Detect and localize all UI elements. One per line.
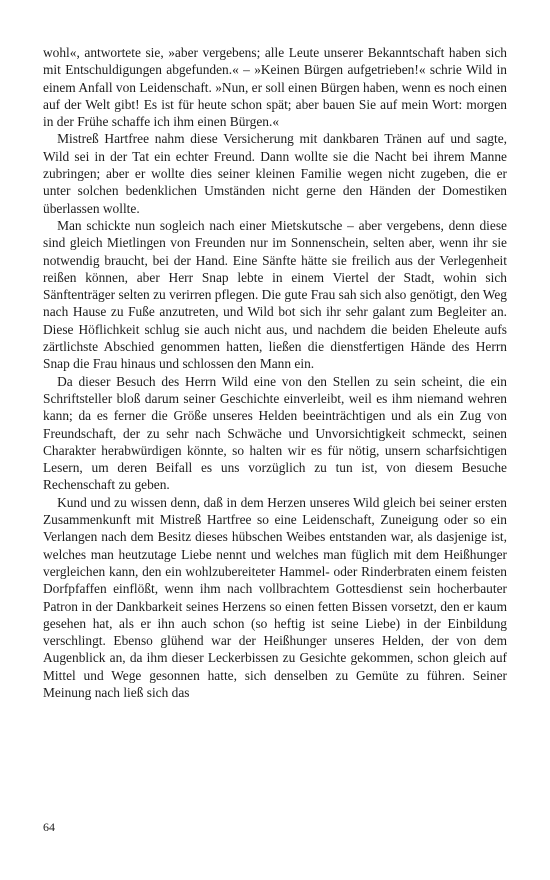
body-text (43, 44, 507, 701)
page-number: 64 (43, 820, 55, 834)
paragraph: wohl«, antwortete sie, »aber vergebens; alle Leute unserer Bekanntschaft haben sich mit Entschuldigungen abgefunden.« – »Keinen Bürgen aufgetrieben!« schrie Wild in einem Anfall von Leidenschaft. »Nun, er soll einen Bürgen haben, wenn es noch einen auf der Welt gibt! Es ist für heute schon spät; aber bauen Sie auf mein Wort: morgen in der Frühe schaffe ich ihm einen Bürgen.« (43, 45, 507, 130)
paragraph: Da dieser Besuch des Herrn Wild eine von den Stellen zu sein scheint, die ein Schriftsteller bloß darum seiner Geschichte einverleibt, weil es ihm niemand wehren kann; da es ferner die Größe unseres Helden beeinträchtigen und als ein Zug von Freundschaft, der zu sehr nach Schwäche und Unvorsichtigkeit schmeckt, seinen Charakter herabwürdigen könnte, so halten wir es für nötig, unsern scharfsichtigen Lesern, um deren Beifall es uns vorzüglich zu tun ist, von diesem Besuche Rechenschaft zu geben. (43, 373, 507, 493)
paragraph: Mistreß Hartfree nahm diese Versicherung mit dankbaren Tränen auf und sagte, Wild sei in der Tat ein echter Freund. Dann wollte sie die Nacht bei ihrem Manne zubringen; aber er wollte dies seiner kleinen Familie wegen nicht zugeben, die er unter solchen bedenklichen Umständen nicht gerne den Händen der Domestiken überlassen wollte. (43, 131, 507, 216)
paragraph: Man schickte nun sogleich nach einer Mietskutsche – aber vergebens, denn diese sind gleich Mietlingen von Freunden nur im Sonnenschein, selten aber, wenn ihr sie notwendig braucht, bei der Hand. Eine Sänfte hätte sie freilich aus der Verlegenheit reißen können, aber Herr Snap lebte in einem Viertel der Stadt, wohin sich Sänftenträger selten zu verirren pflegen. Die gute Frau sah sich also genötigt, den Weg nach Hause zu Fuße anzutreten, und Wild bot sich ihr sehr galant zum Begleiter an. Diese Höflichkeit schlug sie auch nicht aus, und nachdem die beiden Eheleute aufs zärtlichste Abschied genommen hatten, ließen die dienstfertigen Hände des Herrn Snap die Frau hinaus und schlossen den Mann ein. (43, 217, 507, 372)
paragraph: Kund und zu wissen denn, daß in dem Herzen unseres Wild gleich bei seiner ersten Zusammenkunft mit Mistreß Hartfree so eine Leidenschaft, Zuneigung oder so ein Verlangen nach dem Besitz dieses hübschen Weibes entstanden war, als dasjenige ist, welches man heutzutage Liebe nennt und welches man füglich mit dem Heißhunger vergleichen kann, den ein wohlzubereiteter Hammel- oder Rinderbraten einem feisten Dorfpfaffen einflößt, wenn ihm nach vollbrachtem Gottesdienst sein hocherbauter Patron in der Dankbarkeit seines Herzens so einen fetten Bissen vorsetzt, den er kaum gesehen hat, als er ihn auch schon (so heftig ist seine Liebe) in der Einbildung verschlingt. Ebenso glühend war der Heißhunger unseres Helden, der von dem Augenblick an, da ihm dieser Leckerbissen zu Gesichte gekommen, schon gleich auf Mittel und Wege gesonnen hatte, sich denselben zu Gemüte zu führen. Seiner Meinung nach ließ sich das (43, 494, 507, 700)
